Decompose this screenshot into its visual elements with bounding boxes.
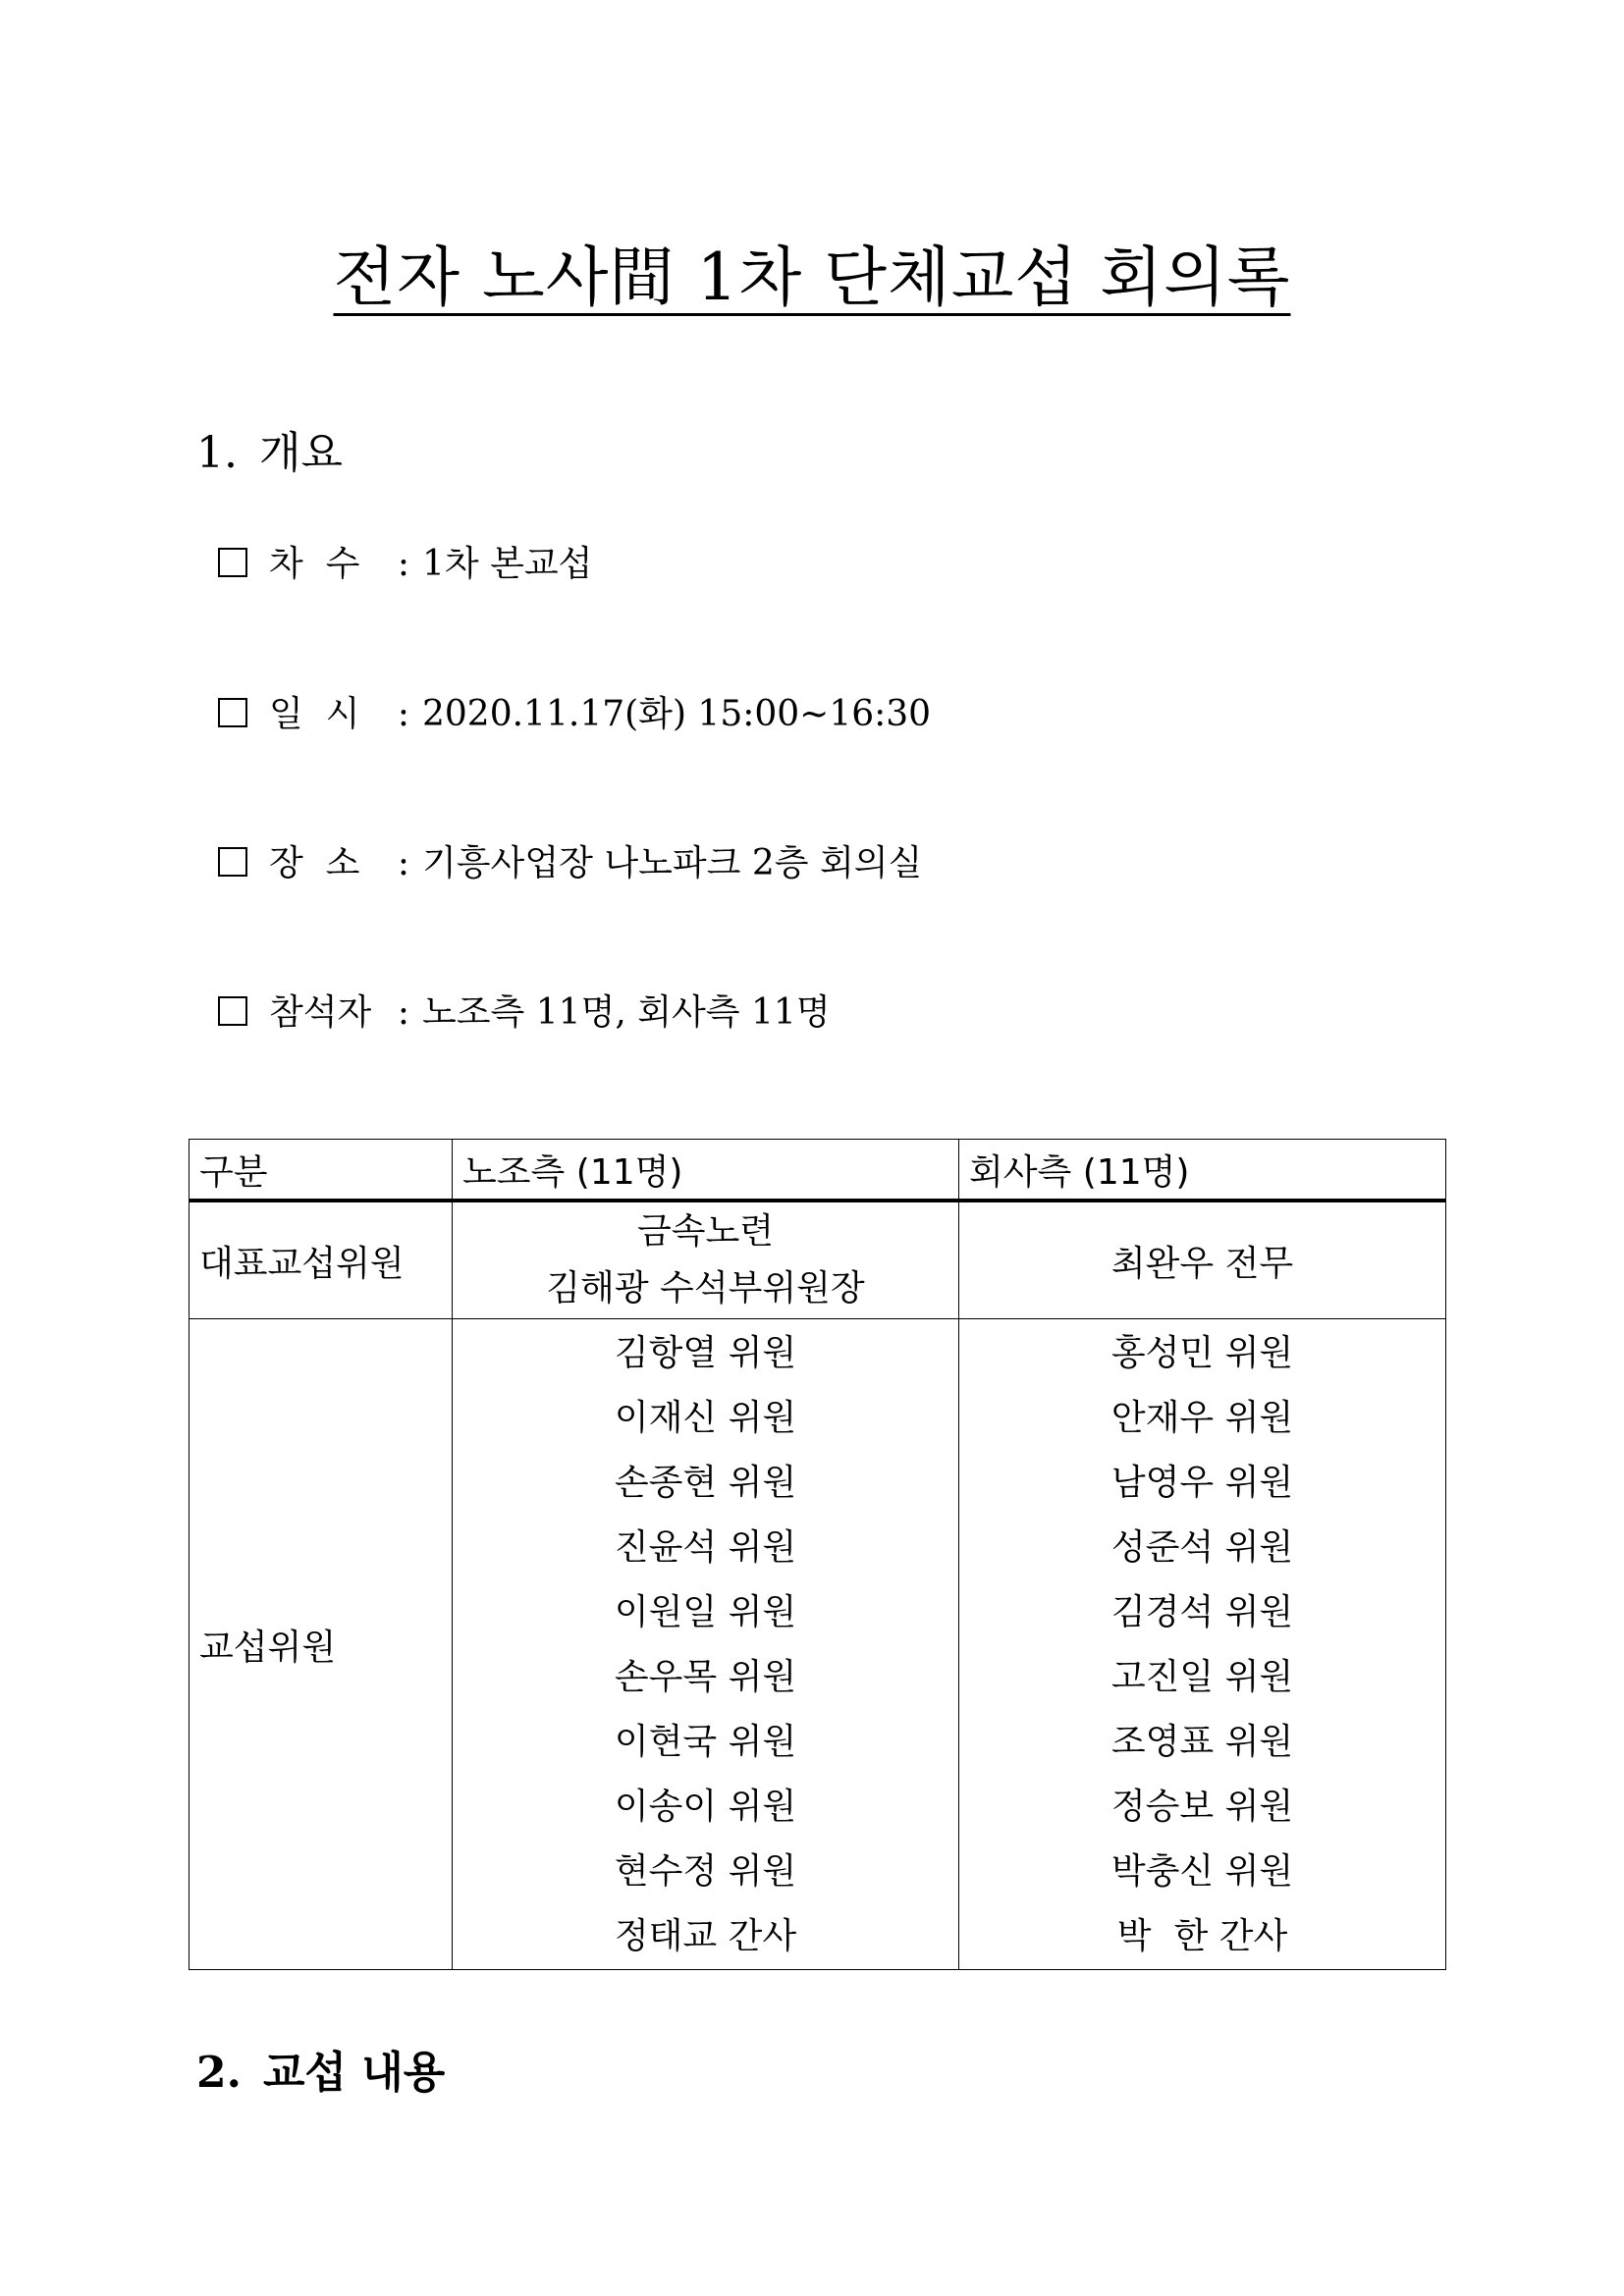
list-item: 조영표 위원 — [1110, 1722, 1294, 1762]
rep-label: 대표교섭위원 — [189, 1201, 453, 1319]
overview-item-attendees: 참석자 : 노조측 11명, 회사측 11명 — [218, 988, 831, 1038]
list-item: 박충신 위원 — [1110, 1851, 1294, 1892]
checkbox-icon — [218, 847, 247, 877]
checkbox-icon — [218, 698, 247, 727]
list-item: 김항열 위원 — [614, 1333, 797, 1373]
section-2-heading: 2. 교섭 내용 — [196, 2048, 446, 2098]
header-company: 회사측 (11명) — [959, 1140, 1446, 1201]
list-item: 손우목 위원 — [614, 1657, 797, 1697]
attendees-table — [189, 1139, 1446, 1970]
checkbox-icon — [218, 996, 247, 1026]
members-label: 교섭위원 — [189, 1319, 453, 1970]
header-union: 노조측 (11명) — [453, 1140, 959, 1201]
overview-item-place: 장 소 : 기흥사업장 나노파크 2층 회의실 — [218, 839, 922, 888]
list-item: 이재신 위원 — [614, 1398, 797, 1438]
document-title: 전자 노사間 1차 단체교섭 회의록 — [333, 240, 1291, 315]
list-item: 남영우 위원 — [1110, 1463, 1294, 1503]
list-item: 김경석 위원 — [1110, 1592, 1294, 1632]
checkbox-icon — [218, 548, 247, 577]
list-item: 홍성민 위원 — [1110, 1333, 1294, 1373]
list-item: 현수정 위원 — [614, 1851, 797, 1892]
list-item: 이현국 위원 — [614, 1722, 797, 1762]
list-item: 이원일 위원 — [614, 1592, 797, 1632]
list-item: 진윤석 위원 — [614, 1527, 797, 1568]
list-item: 정승보 위원 — [1110, 1787, 1294, 1827]
list-item: 고진일 위원 — [1110, 1657, 1294, 1697]
list-item: 손종현 위원 — [614, 1463, 797, 1503]
header-category: 구분 — [189, 1140, 453, 1201]
list-item: 이송이 위원 — [614, 1787, 797, 1827]
list-item: 안재우 위원 — [1110, 1398, 1294, 1438]
list-item: 박 한 간사 — [1116, 1916, 1288, 1956]
list-item: 성준석 위원 — [1110, 1527, 1294, 1568]
section-1-heading: 1. 개요 — [196, 428, 343, 478]
table-row — [189, 1319, 1446, 1970]
table-row — [189, 1201, 1446, 1319]
rep-company: 최완우 전무 — [959, 1201, 1446, 1319]
list-item: 정태교 간사 — [614, 1916, 797, 1956]
members-union — [453, 1319, 959, 1970]
overview-item-datetime: 일 시 : 2020.11.17(화) 15:00~16:30 — [218, 690, 931, 739]
overview-item-round: 차 수 : 1차 본교섭 — [218, 540, 592, 589]
members-company — [959, 1319, 1446, 1970]
rep-union: 금속노련 김해광 수석부위원장 — [453, 1201, 959, 1319]
